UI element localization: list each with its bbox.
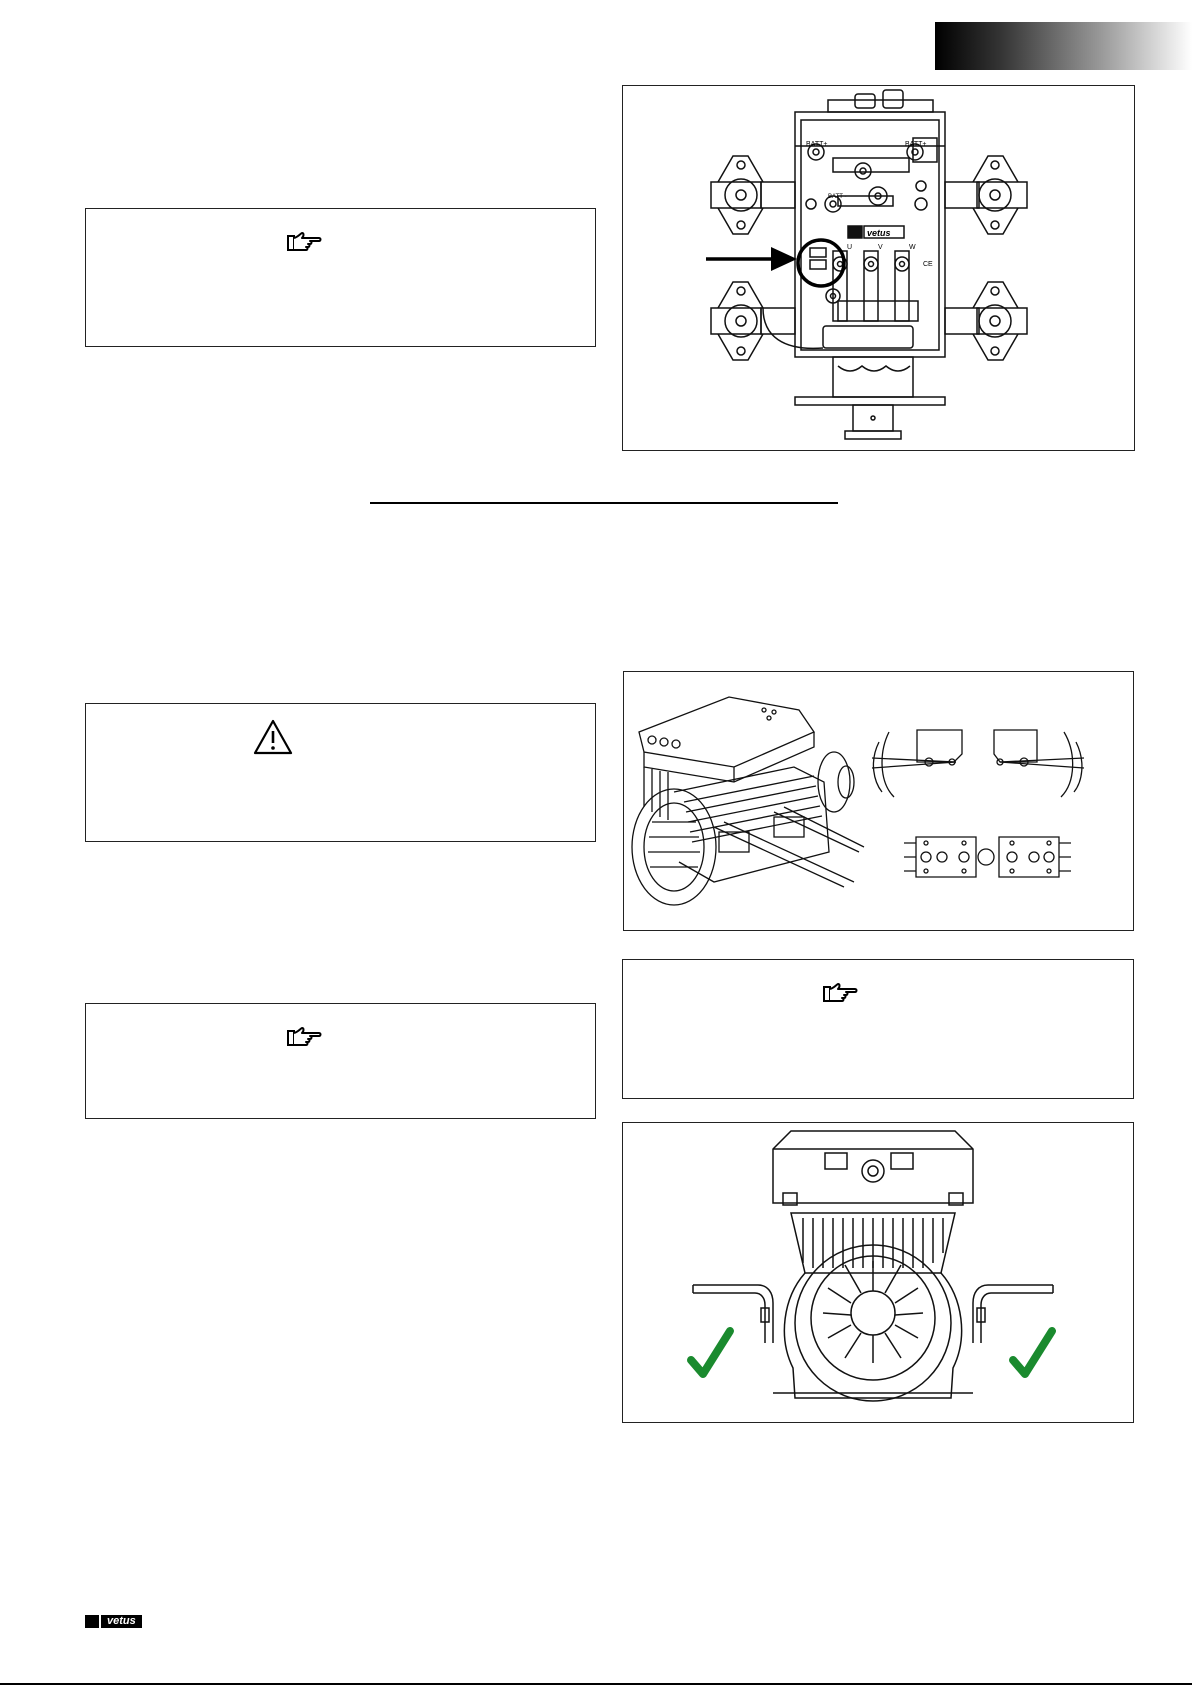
figure-motor-mounting bbox=[623, 671, 1134, 931]
label-batt-minus: BATT - bbox=[828, 194, 847, 200]
logo-mark-icon bbox=[85, 1615, 99, 1628]
checkmark-icon-right bbox=[1013, 1331, 1052, 1374]
label-batt-plus-2: BATT+ bbox=[905, 141, 927, 148]
pointing-hand-icon bbox=[286, 1026, 322, 1048]
note-box-3 bbox=[85, 1003, 596, 1119]
header-tab bbox=[935, 22, 1192, 70]
label-w: W bbox=[909, 244, 916, 251]
section-divider bbox=[370, 502, 838, 504]
figure-motor-front-view bbox=[622, 1122, 1134, 1423]
warning-box bbox=[85, 703, 596, 842]
pointing-hand-icon bbox=[822, 982, 858, 1004]
label-u: U bbox=[847, 244, 853, 251]
logo-text: vetus bbox=[101, 1615, 142, 1628]
pointing-hand-icon bbox=[286, 231, 322, 253]
label-ce: CE bbox=[923, 261, 933, 268]
checkmark-icon-left bbox=[691, 1331, 730, 1374]
note-box-1 bbox=[85, 208, 596, 347]
figure-controller-top-view bbox=[622, 85, 1135, 451]
warning-triangle-icon bbox=[252, 718, 294, 756]
note-box-4 bbox=[622, 959, 1134, 1099]
footer-logo bbox=[85, 1615, 142, 1628]
label-batt-plus: BATT+ bbox=[806, 141, 828, 148]
label-v: V bbox=[878, 244, 883, 251]
label-logo: vetus bbox=[867, 228, 891, 238]
